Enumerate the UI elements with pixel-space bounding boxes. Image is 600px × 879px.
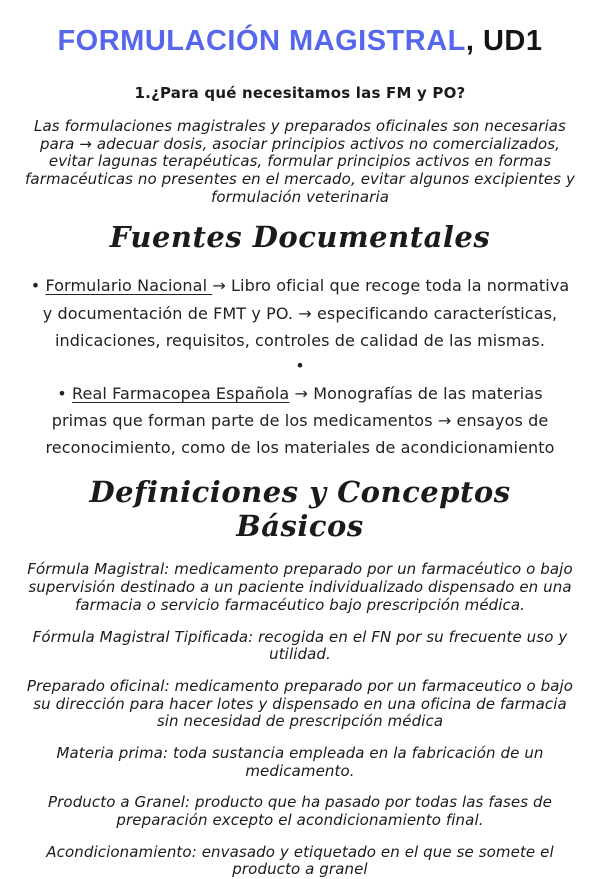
intro-paragraph: Las formulaciones magistrales y preparados oficinales son necesarias para → adecuar dosis, asociar principios activos no comercializados, evitar lagunas terapéuticas, formular principios activos en formas farmacéuticas no presentes en el mercado, evitar algunos excipientes y formulación veterinaria bbox=[25, 116, 575, 206]
bullet-term: Formulario Nacional bbox=[45, 276, 213, 296]
definition-formula-magistral: Fórmula Magistral: medicamento preparado por un farmacéutico o bajo supervisión destinado a un paciente individualizado dispensado en una farmacia o servicio farmacéutico bajo prescripción médica. bbox=[27, 560, 573, 614]
heading-fuentes-documentales: Fuentes Documentales bbox=[109, 220, 491, 255]
bullet-item-real-farmacopea bbox=[30, 380, 570, 462]
definition-materia-prima: Materia prima: toda sustancia empleada en la fabricación de un medicamento. bbox=[56, 743, 544, 780]
bullet-text: → Monografías de las materias primas que forman parte de los medicamentos → ensayos de reconocimiento, como de los materiales de acondicionamiento bbox=[45, 383, 555, 458]
bullet-text: → Libro oficial que recoge toda la normativa y documentación de FMT y PO. → especificando características, indicaciones, requisitos, controles de calidad de las mismas. bbox=[42, 276, 570, 350]
bullet-item-formulario-nacional bbox=[30, 272, 570, 354]
section-question-heading: 1.¿Para qué necesitamos las FM y PO? bbox=[134, 83, 466, 102]
separator-bullet: • bbox=[295, 355, 305, 375]
definition-preparado-oficinal: Preparado oficinal: medicamento preparado por un farmaceutico o bajo su dirección para hacer lotes y dispensado en una oficina de farmacia sin necesidad de prescripción médica bbox=[26, 676, 574, 731]
page-title-main: FORMULACIÓN MAGISTRAL bbox=[57, 25, 466, 57]
bullet-term: Real Farmacopea Española bbox=[72, 383, 290, 403]
heading-definiciones-conceptos: Definiciones y Conceptos Básicos bbox=[89, 475, 511, 544]
definition-producto-a-granel: Producto a Granel: producto que ha pasado por todas las fases de preparación excepto el acondicionamiento final. bbox=[48, 793, 552, 830]
page-title-suffix: , UD1 bbox=[465, 25, 543, 57]
definition-formula-magistral-tipificada: Fórmula Magistral Tipificada: recogida en el FN por su frecuente uso y utilidad. bbox=[32, 627, 568, 664]
page-title bbox=[24, 26, 576, 58]
definition-acondicionamiento: Acondicionamiento: envasado y etiquetado en el que se somete el producto a granel bbox=[46, 842, 554, 879]
bullet-glyph: • bbox=[30, 276, 46, 296]
bullet-glyph: • bbox=[57, 383, 73, 403]
definitions-section bbox=[24, 561, 576, 879]
